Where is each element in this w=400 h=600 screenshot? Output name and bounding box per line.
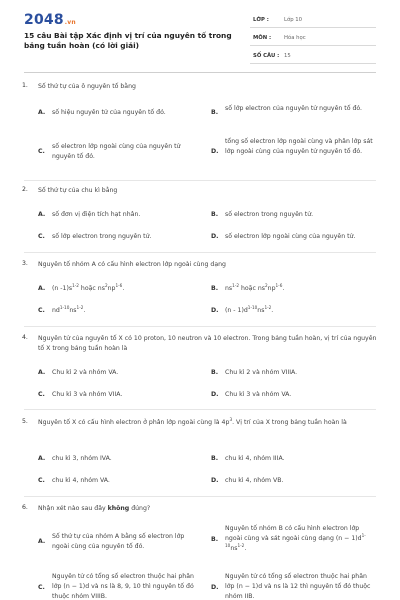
meta-key: SỐ CÂU : bbox=[253, 53, 280, 59]
option-letter: C. bbox=[38, 148, 45, 155]
option-letter: A. bbox=[38, 455, 46, 462]
option-letter: C. bbox=[38, 391, 45, 398]
formula-part: np bbox=[107, 285, 116, 292]
option-letter: D. bbox=[211, 233, 219, 240]
formula-part: . bbox=[282, 285, 285, 292]
option-text: Nguyên tử có tổng số electron thuộc hai phân lớp (n − 1)d và ns là 12 thì nguyên tố đó thuộc nhóm IIB. bbox=[225, 573, 371, 600]
formula-part: Nguyên tố nhóm B có cấu hình electron lớp ngoài cùng và sát ngoài cùng dạng (n − 1)d bbox=[225, 525, 362, 542]
header-divider bbox=[24, 72, 376, 73]
question-text-part: Nhận xét nào sau đây bbox=[38, 505, 108, 512]
formula-sup: 1-2 bbox=[264, 304, 272, 310]
option-text: chu kì 4, nhóm VA. bbox=[52, 477, 110, 484]
question-number: 6. bbox=[22, 504, 28, 511]
option-text: chu kì 4, nhóm VB. bbox=[225, 477, 284, 484]
option-text: chu kì 4, nhóm IIIA. bbox=[225, 455, 285, 462]
option-letter: B. bbox=[211, 285, 219, 292]
question-number: 3. bbox=[22, 260, 28, 267]
question-text: Nguyên tố nhóm A có cấu hình electron lớp ngoài cùng dạng bbox=[38, 261, 226, 268]
question-text bbox=[38, 418, 378, 428]
formula-sup: 1-2 bbox=[72, 282, 79, 288]
question-divider bbox=[24, 180, 376, 181]
meta-value: Hóa học bbox=[284, 35, 306, 41]
option-text: số electron trong nguyên tử. bbox=[225, 211, 314, 218]
question-divider bbox=[24, 496, 376, 497]
formula-part: np bbox=[267, 285, 276, 292]
formula-part: ns bbox=[225, 285, 233, 292]
option-text: số hiệu nguyên tử của nguyên tố đó. bbox=[52, 109, 166, 116]
formula-part: nd bbox=[52, 307, 60, 314]
option-text: số lớp electron trong nguyên tử. bbox=[52, 233, 152, 240]
formula-part: (n - 1)d bbox=[225, 307, 248, 314]
meta-value: 15 bbox=[284, 53, 291, 59]
option-letter: C. bbox=[38, 233, 45, 240]
option-text: Số thứ tự của nhóm A bằng số electron lớp ngoài cùng của nguyên tố đó. bbox=[52, 533, 185, 550]
formula-sup: 1-10 bbox=[247, 304, 258, 310]
page-header bbox=[0, 0, 400, 70]
question-text-part: . Vị trí của X trong bảng tuần hoàn là bbox=[232, 419, 347, 426]
formula-part: ns bbox=[257, 307, 265, 314]
option-letter: B. bbox=[211, 536, 219, 543]
meta-row-class bbox=[250, 12, 376, 28]
question-text: Số thứ tự của chu kì bằng bbox=[38, 187, 118, 194]
meta-key: LỚP : bbox=[253, 17, 269, 23]
option-letter: D. bbox=[211, 148, 219, 155]
question-number: 2. bbox=[22, 186, 28, 193]
option-formula bbox=[52, 306, 202, 316]
meta-row-subject bbox=[250, 30, 376, 46]
option-letter: C. bbox=[38, 584, 45, 591]
option-letter: C. bbox=[38, 477, 45, 484]
option-text: chu kì 3, nhóm IVA. bbox=[52, 455, 112, 462]
formula-part: (n -1)s bbox=[52, 285, 73, 292]
option-formula bbox=[225, 284, 375, 294]
question-number: 4. bbox=[22, 334, 28, 341]
option-text: Nguyên tử có tổng số electron thuộc hai phân lớp (n − 1)d và ns là 8, 9, 10 thì nguyên tố đó thuộc nhóm VIIIB. bbox=[52, 573, 194, 600]
option-text: Chu kì 3 và nhóm VA. bbox=[225, 391, 292, 398]
option-letter: A. bbox=[38, 211, 46, 218]
formula-sup: 1-6 bbox=[115, 282, 123, 288]
question-text bbox=[38, 504, 378, 514]
formula-part: ns bbox=[69, 307, 77, 314]
formula-sup: 1-10 bbox=[225, 532, 366, 548]
site-logo[interactable] bbox=[24, 12, 76, 28]
option-formula bbox=[52, 284, 202, 294]
question-divider bbox=[24, 326, 376, 327]
option-letter: D. bbox=[211, 477, 219, 484]
formula-part: hoặc ns bbox=[78, 285, 105, 292]
option-text: tổng số electron lớp ngoài cùng và phân lớp sát lớp ngoài cùng của nguyên tử nguyên tố đó. bbox=[225, 138, 373, 155]
option-letter: A. bbox=[38, 369, 46, 376]
question-text-emphasis: không bbox=[107, 505, 130, 512]
formula-part: . bbox=[271, 307, 274, 314]
formula-part: . bbox=[83, 307, 86, 314]
question-text: Số thứ tự của ô nguyên tố bằng bbox=[38, 83, 136, 90]
option-text: Chu kì 2 và nhóm VA. bbox=[52, 369, 119, 376]
formula-part: . bbox=[244, 545, 247, 552]
option-letter: B. bbox=[211, 369, 219, 376]
question-text-sup: 3 bbox=[229, 416, 233, 422]
option-text: số lớp electron của nguyên tử nguyên tố đó. bbox=[225, 105, 363, 112]
option-text: số electron lớp ngoài cùng của nguyên tử nguyên tố đó. bbox=[52, 143, 181, 160]
option-letter: C. bbox=[38, 307, 45, 314]
option-letter: D. bbox=[211, 584, 219, 591]
option-letter: A. bbox=[38, 109, 46, 116]
formula-part: ns bbox=[230, 545, 238, 552]
question-text: Nguyên tử của nguyên tố X có 10 proton, 10 neutron và 10 electron. Trong bảng tuần hoàn, vị trí của nguyên tố X trong bảng tuần hoàn là bbox=[38, 335, 377, 352]
option-formula bbox=[225, 524, 375, 554]
document-title: 15 câu Bài tập Xác định vị trí của nguyên tố trong bảng tuần hoàn (có lời giải) bbox=[24, 31, 232, 50]
formula-part: hoặc ns bbox=[239, 285, 265, 292]
meta-value: Lớp 10 bbox=[284, 17, 302, 23]
option-text: Chu kì 3 và nhóm VIIA. bbox=[52, 391, 123, 398]
option-text: Chu kì 2 và nhóm VIIIA. bbox=[225, 369, 298, 376]
logo-tld: .vn bbox=[64, 19, 76, 26]
meta-row-count bbox=[250, 48, 376, 64]
formula-sup: 1-10 bbox=[59, 304, 70, 310]
option-letter: B. bbox=[211, 211, 219, 218]
question-text-part: Nguyên tố X có cấu hình electron ở phân lớp ngoài cùng là 4p bbox=[38, 419, 230, 426]
meta-table bbox=[250, 12, 376, 66]
formula-sup: 1-2 bbox=[237, 542, 245, 548]
option-text: số đơn vị điện tích hạt nhân. bbox=[52, 211, 141, 218]
option-letter: B. bbox=[211, 455, 219, 462]
option-letter: A. bbox=[38, 538, 46, 545]
option-letter: A. bbox=[38, 285, 46, 292]
question-divider bbox=[24, 252, 376, 253]
question-divider bbox=[24, 409, 376, 410]
formula-sup: 1-6 bbox=[275, 282, 283, 288]
logo-text: 2048 bbox=[24, 12, 64, 28]
formula-sup: 1-2 bbox=[76, 304, 84, 310]
option-letter: B. bbox=[211, 109, 219, 116]
question-text-part: đúng? bbox=[129, 505, 151, 512]
option-formula bbox=[225, 306, 375, 316]
formula-sup: 1-2 bbox=[232, 282, 239, 288]
question-number: 5. bbox=[22, 418, 28, 425]
option-text: số electron lớp ngoài cùng của nguyên tử. bbox=[225, 233, 356, 240]
option-letter: D. bbox=[211, 307, 219, 314]
formula-sup: 2 bbox=[104, 282, 108, 288]
meta-key: MÔN : bbox=[253, 35, 272, 41]
formula-part: . bbox=[122, 285, 125, 292]
question-number: 1. bbox=[22, 82, 28, 89]
option-letter: D. bbox=[211, 391, 219, 398]
formula-sup: 2 bbox=[264, 282, 268, 288]
